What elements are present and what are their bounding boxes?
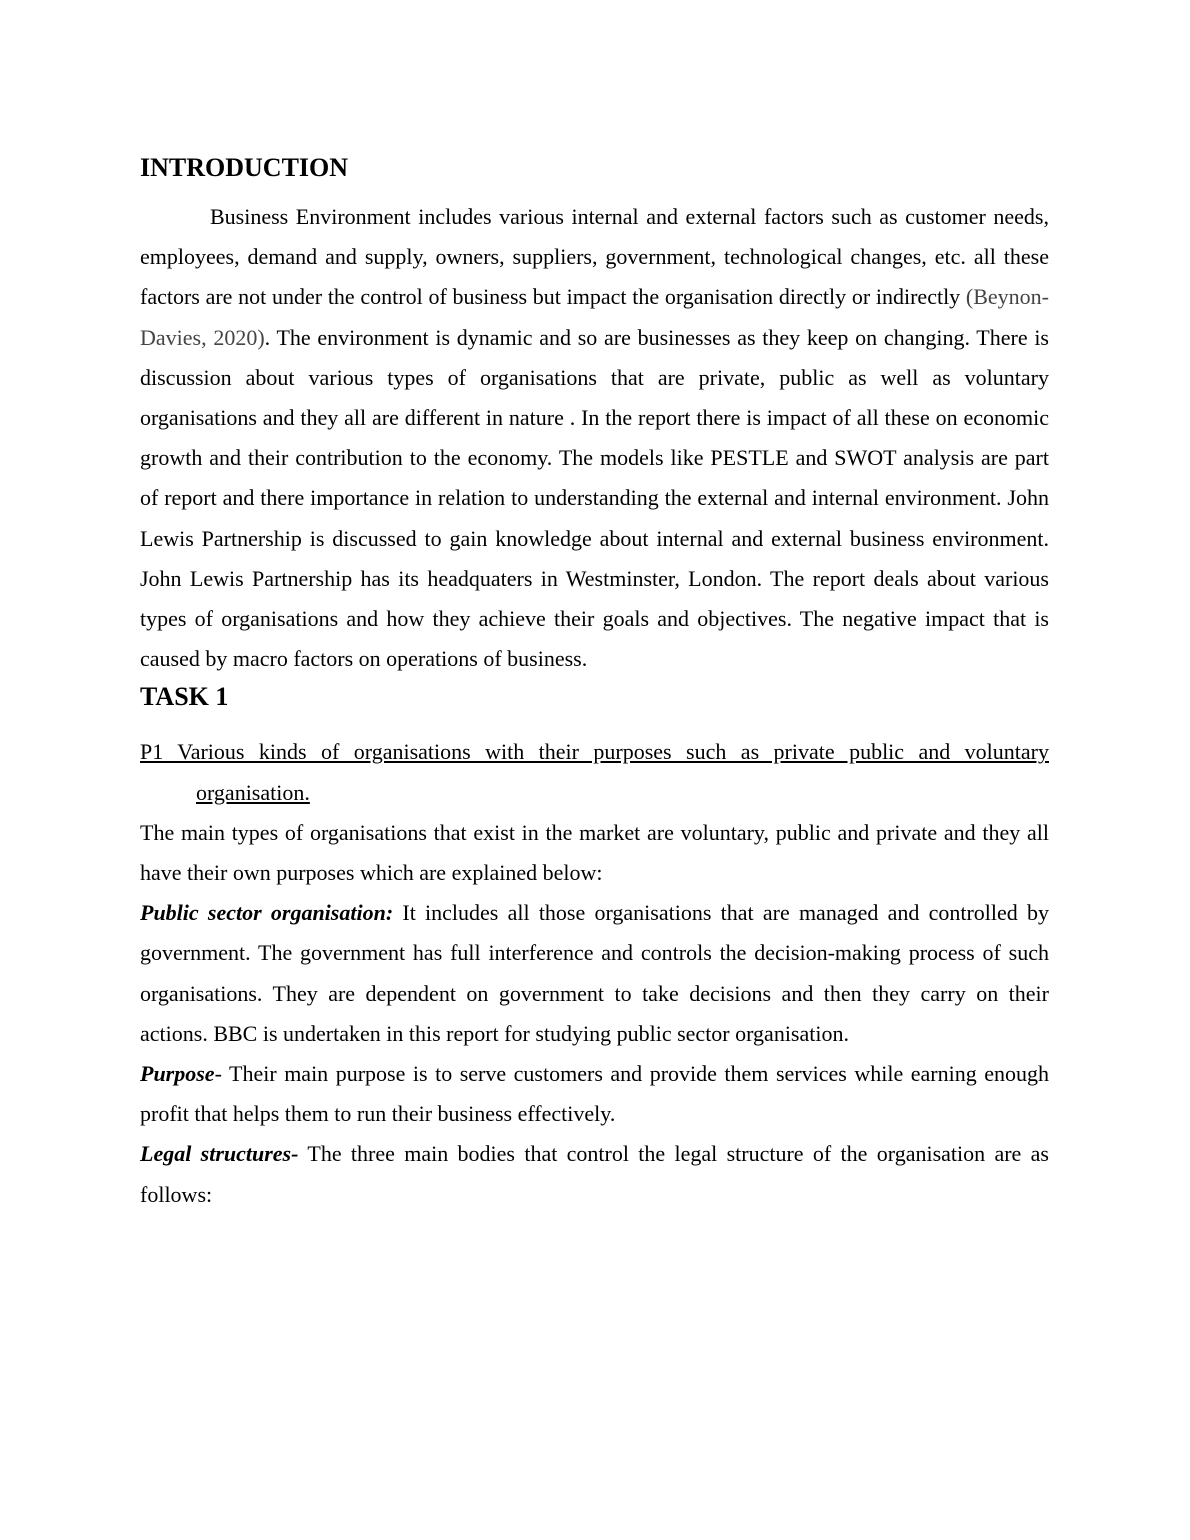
public-sector-text: It includes all those organisations that are managed and controlled by government. The government has full interference and controls the decision-making process of such organisations. They are dependent on government to take decisions and then they carry on their actions. BBC is undertaken in this report for studying public sector organisation. [140,900,1050,1046]
introduction-paragraph [140,197,1049,679]
introduction-text-part2: . The environment is dynamic and so are businesses as they keep on changing. There is discussion about various types of organisations that are private, public as well as voluntary organisations and they all are different in nature . In the report there is impact of all these on economic growth and their contribution to the economy. The models like PESTLE and SWOT analysis are part of report and there importance in relation to understanding the external and internal environment. John Lewis Partnership is discussed to gain knowledge about internal and external business environment. John Lewis Partnership has its headquaters in Westminster, London. The report deals about various types of organisations and how they achieve their goals and objectives. The negative impact that is caused by macro factors on operations of business. [140,324,1049,672]
task1-subheading: P1 Various kinds of organisations with their purposes such as private public and voluntary organisation. [140,739,1049,805]
citation: (Beynon-Davies, 2020) [140,284,1049,350]
task1-intro-paragraph: The main types of organisations that exist in the market are voluntary, public and private and they all have their own purposes which are explained below: [140,819,1049,886]
document-page [140,150,1049,1215]
legal-structures-label: Legal structures- [140,1141,299,1167]
legal-structures-text: The three main bodies that control the legal structure of the organisation are as follows: [140,1141,1049,1207]
introduction-heading: INTRODUCTION [140,153,349,182]
public-sector-paragraph [140,893,1049,1054]
purpose-text: - Their main purpose is to serve customers and provide them services while earning enough profit that helps them to run their business effectively. [140,1061,1049,1127]
legal-structures-paragraph [140,1134,1049,1214]
public-sector-label: Public sector organisation: [140,900,394,926]
purpose-label: Purpose [140,1061,215,1087]
purpose-paragraph [140,1054,1049,1134]
introduction-text-part1: Business Environment includes various internal and external factors such as customer needs, employees, demand and supply, owners, suppliers, government, technological changes, etc. all these factors are not under the control of business but impact the organisation directly or indirectly [140,204,1049,310]
task1-heading: TASK 1 [140,682,229,712]
